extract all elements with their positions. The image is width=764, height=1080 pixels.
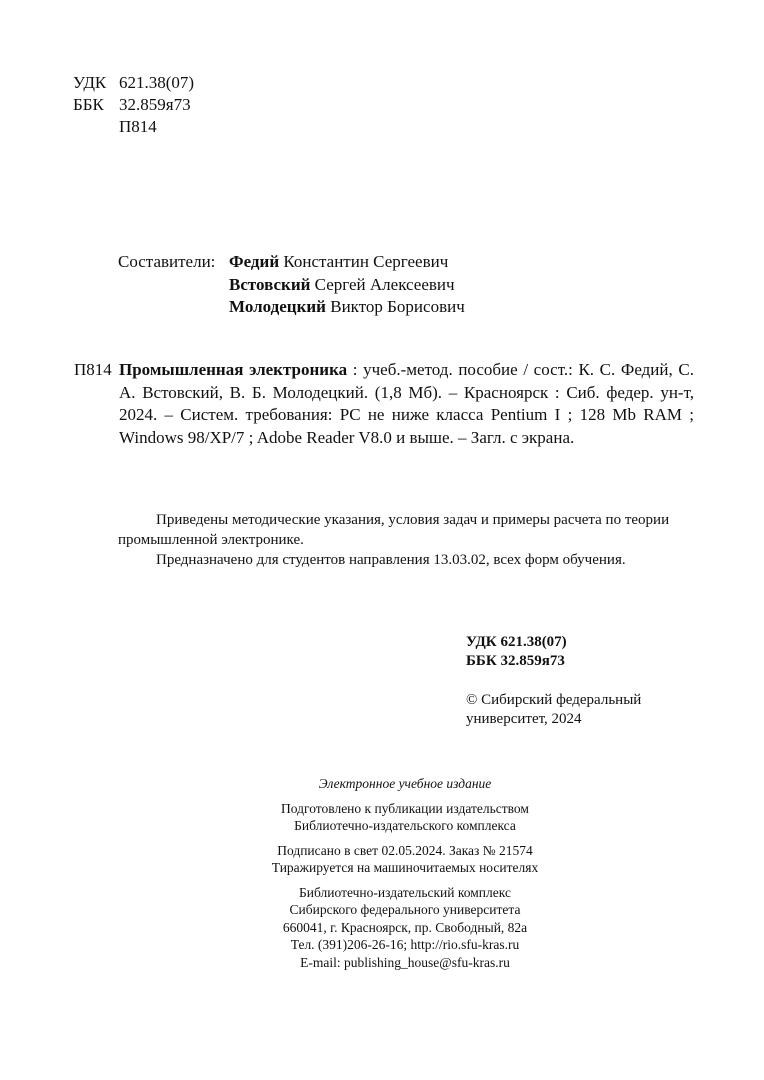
media-line: Тиражируется на машиночитаемых носителях [271, 860, 539, 875]
publisher-line-1: Библиотечно-издательский комплекс [299, 884, 511, 900]
classification-block [73, 72, 194, 138]
right-bbk: ББК 32.859я73 [466, 653, 565, 669]
bbk-value: 32.859я73 [119, 95, 191, 114]
udk-row [73, 72, 194, 94]
author-name: Сергей Алексеевич [314, 274, 455, 294]
bib-text [119, 359, 694, 449]
bbk-label: ББК [73, 95, 104, 114]
author-surname: Молодецкий [229, 297, 326, 316]
copyright-line-1: © Сибирский федеральный [466, 692, 642, 708]
authors-label: Составители: [118, 252, 216, 271]
author-sign: П814 [119, 117, 157, 136]
signed-line: Подписано в свет 02.05.2024. Заказ № 21574 [277, 842, 533, 858]
right-classification-block [466, 633, 641, 729]
bib-code: П814 [74, 360, 112, 379]
udk-value: 621.38(07) [119, 73, 195, 92]
prepared-line-2: Библиотечно-издательского комплекса [294, 818, 516, 833]
author-name: Константин Сергеевич [283, 252, 449, 271]
edition-type: Электронное учебное издание [318, 776, 492, 791]
address-line: 660041, г. Красноярск, пр. Свободный, 82а [282, 919, 528, 935]
imprint-block [190, 775, 620, 971]
author-surname: Федий [229, 252, 280, 271]
author-row-2 [118, 274, 465, 297]
annotation-paragraph-1: Приведены методические указания, условия задач и примеры расчета по теории промышленной электронике. [118, 512, 670, 548]
author-row-1 [118, 251, 465, 274]
bib-description: : учеб.-метод. пособие / сост.: К. С. Федий, С. А. Встовский, В. Б. Молодецкий. (1,8 Мб). – Красноярск : Сиб. федер. ун-т, 2024. – Систем. требования: PC не ниже класса Pentium I ; 128 Mb RAM ; Windows 98/XP/7 ; Adobe Reader V8.0 и выше. – Загл. с экрана. [119, 360, 694, 447]
right-udk: УДК 621.38(07) [466, 634, 567, 650]
annotation-paragraph-2: Предназначено для студентов направления 13.03.02, всех форм обучения. [156, 552, 626, 568]
author-name: Виктор Борисович [330, 297, 465, 316]
bib-title: Промышленная электроника [119, 360, 348, 379]
phone-line: Тел. (391)206-26-16; http://rio.sfu-kras.ru [290, 937, 520, 952]
author-row-3 [118, 296, 465, 319]
authors-block [118, 251, 465, 319]
email-line: E-mail: publishing_house@sfu-kras.ru [300, 954, 510, 970]
bibliographic-entry [74, 359, 694, 449]
bbk-row [73, 94, 194, 116]
prepared-line-1: Подготовлено к публикации издательством [281, 800, 529, 816]
author-surname: Встовский [229, 274, 311, 294]
udk-label: УДК [73, 73, 107, 92]
copyright-line-2: университет, 2024 [466, 711, 582, 727]
publisher-line-2: Сибирского федерального университета [289, 902, 521, 917]
annotation [118, 510, 694, 570]
